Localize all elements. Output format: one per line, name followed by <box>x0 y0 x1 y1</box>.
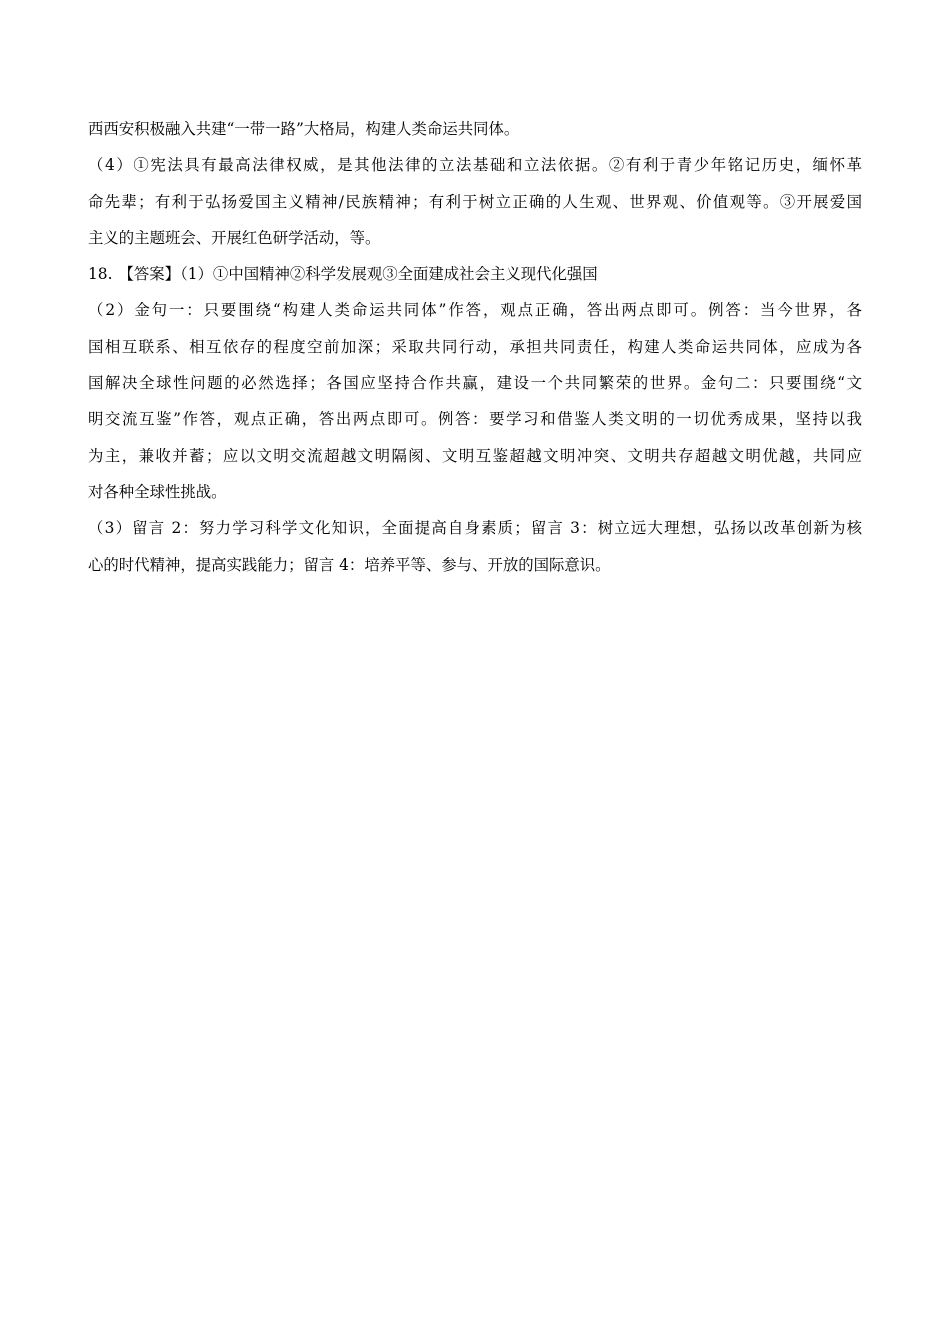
document-body <box>88 111 862 583</box>
q18-part1: （1）①中国精神②科学发展观③全面建成社会主义现代化强国 <box>180 265 598 284</box>
q18-part2-line-5: 为主，兼收并蓄；应以文明交流超越文明隔阂、文明互鉴超越文明冲突、文明共存超越文明优越，共同应 <box>88 446 862 465</box>
q18-part2-line-2: 国相互联系、相互依存的程度空前加深；采取共同行动，承担共同责任，构建人类命运共同体，应成为各 <box>88 337 862 356</box>
q18-part2-line-3: 国解决全球性问题的必然选择；各国应坚持合作共赢，建设一个共同繁荣的世界。金句二：只要围绕“文 <box>88 374 862 393</box>
q17-part4-line-2: 命先辈；有利于弘扬爱国主义精神/民族精神；有利于树立正确的人生观、世界观、价值观等。③开展爱国 <box>88 192 862 211</box>
answer-tag: 【答案】 <box>118 265 181 284</box>
q18-header-line <box>88 256 862 292</box>
q18-number: 18. <box>88 265 113 284</box>
q17-part4-line-1: （4）①宪法具有最高法律权威，是其他法律的立法基础和立法依据。②有利于青少年铭记历史，缅怀革 <box>88 156 862 175</box>
q18-part2-line-4: 明交流互鉴”作答，观点正确，答出两点即可。例答：要学习和借鉴人类文明的一切优秀成果，坚持以我 <box>88 410 862 429</box>
q18-part2-line-6: 对各种全球性挑战。 <box>88 482 227 501</box>
q18-part2-line-1: （2）金句一：只要围绕“构建人类命运共同体”作答，观点正确，答出两点即可。例答：当今世界，各 <box>88 301 862 320</box>
q18-part3-line-1: （3）留言 2：努力学习科学文化知识，全面提高自身素质；留言 3：树立远大理想，弘扬以改革创新为核 <box>88 519 862 538</box>
q18-part3-line-2: 心的时代精神，提高实践能力；留言 4：培养平等、参与、开放的国际意识。 <box>88 555 611 574</box>
continuation-line: 西西安积极融入共建“一带一路”大格局，构建人类命运共同体。 <box>88 120 520 138</box>
q17-part4-line-3: 主义的主题班会、开展红色研学活动，等。 <box>88 228 381 247</box>
